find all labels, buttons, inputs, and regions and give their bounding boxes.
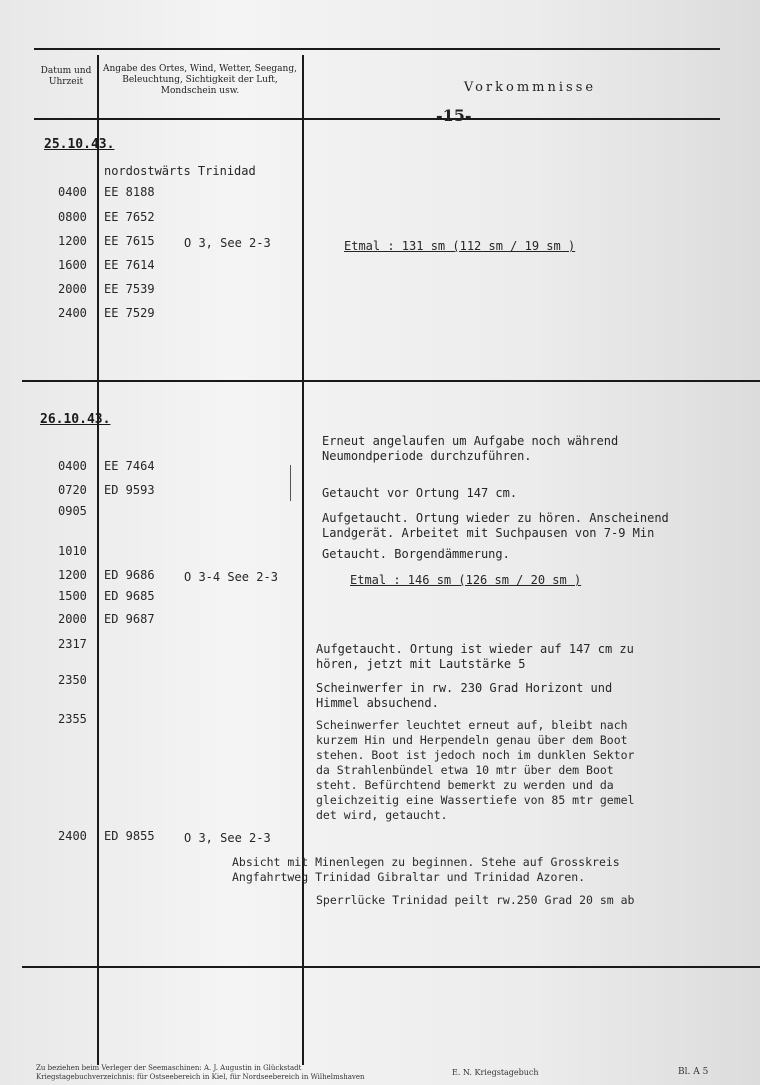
day1-time: 2000 [58,282,87,296]
day2-event-line: Aufgetaucht. Ortung ist wieder auf 147 cm zu [316,642,634,656]
top-rule [34,48,720,50]
day2-time: 0905 [58,504,87,518]
day2-etmal: Etmal : 146 sm (126 sm / 20 sm ) [350,573,582,587]
day1-position: EE 7529 [104,306,155,320]
day2-intro-line: Neumondperiode durchzuführen. [322,449,532,463]
day2-time: 1200 [58,568,87,582]
day2-event-line: Landgerät. Arbeitet mit Suchpausen von 7-9 Min [322,526,655,540]
page-number: -15- [436,106,472,125]
day2-position: ED 9685 [104,589,155,603]
day2-time: 1010 [58,544,87,558]
day2-position: EE 7464 [104,459,155,473]
day-separator [22,380,760,382]
day2-time: 2355 [58,712,87,726]
day1-date: 25.10.43. [44,137,115,152]
day2-event-line: kurzem Hin und Herpendeln genau über dem Boot [316,733,628,747]
day2-position: ED 9686 [104,568,155,582]
day2-event: Getaucht. Borgendämmerung. [322,547,510,561]
header-place-column: Angabe des Ortes, Wind, Wetter, Seegang, Beleuchtung, Sichtigkeit der Luft, Mondschein usw. [103,64,297,96]
day2-time: 0400 [58,459,87,473]
day1-position: EE 7615 [104,234,155,248]
day1-position: EE 8188 [104,185,155,199]
footer-register-line: Kriegstagebuchverzeichnis: für Ostseebereich in Kiel, für Nordseebereich in Wilhelmshaven [36,1073,365,1081]
day2-time: 2350 [58,673,87,687]
day1-position: EE 7539 [104,282,155,296]
margin-mark [290,465,291,501]
footer-reference: Bl. A 5 [678,1067,709,1077]
day2-position: ED 9593 [104,483,155,497]
day2-weather: O 3, See 2-3 [184,831,271,845]
day2-event-line: stehen. Boot ist jedoch noch im dunklen Sektor [316,748,635,762]
day2-event-line: Absicht mit Minenlegen zu beginnen. Stehe auf Grosskreis [232,855,620,869]
day1-time: 0400 [58,185,87,199]
day2-event-line: hören, jetzt mit Lautstärke 5 [316,657,526,671]
day2-event-line: Angfahrtweg Trinidad Gibraltar und Trinidad Azoren. [232,870,586,884]
day1-time: 2400 [58,306,87,320]
day1-etmal: Etmal : 131 sm (112 sm / 19 sm ) [344,239,576,253]
day1-time: 0800 [58,210,87,224]
day2-time: 2400 [58,829,87,843]
day2-event-line: da Strahlenbündel etwa 10 mtr über dem Boot [316,763,614,777]
day2-event-line: Aufgetaucht. Ortung wieder zu hören. Anscheinend [322,511,669,525]
day1-position: EE 7614 [104,258,155,272]
day1-weather: O 3, See 2-3 [184,236,271,250]
day2-event-line: Sperrlücke Trinidad peilt rw.250 Grad 20 sm ab [316,893,635,907]
day1-heading: nordostwärts Trinidad [104,164,256,178]
day2-event: Getaucht vor Ortung 147 cm. [322,486,518,500]
day2-event-line: det wird, getaucht. [316,808,448,822]
day2-position: ED 9687 [104,612,155,626]
day2-event-line: Himmel absuchend. [316,696,439,710]
header-rule [34,118,720,120]
bottom-rule [22,966,760,968]
day2-intro-line: Erneut angelaufen um Aufgabe noch während [322,434,619,448]
day2-date: 26.10.43. [40,412,111,427]
day1-position: EE 7652 [104,210,155,224]
day2-event-line: Scheinwerfer in rw. 230 Grad Horizont und [316,681,613,695]
col-divider-1 [97,55,99,1065]
day2-time: 2000 [58,612,87,626]
day2-time: 1500 [58,589,87,603]
day2-event-line: steht. Befürchtend bemerkt zu werden und da [316,778,614,792]
header-date-column: Datum und Uhrzeit [40,66,92,87]
day2-event-line: Scheinwerfer leuchtet erneut auf, bleibt nach [316,718,628,732]
col-divider-2 [302,55,304,1065]
day2-position: ED 9855 [104,829,155,843]
day2-event-line: gleichzeitig eine Wassertiefe von 85 mtr gemel [316,793,635,807]
day1-time: 1600 [58,258,87,272]
day2-time: 2317 [58,637,87,651]
header-events-column: Vorkommnisse [463,80,597,95]
day1-time: 1200 [58,234,87,248]
footer-publisher-line: Zu beziehen beim Verleger der Seemaschinen: A. J. Augustin in Glückstadt [36,1064,302,1072]
day2-weather: O 3-4 See 2-3 [184,570,278,584]
footer-code: E. N. Kriegstagebuch [452,1068,539,1077]
day2-time: 0720 [58,483,87,497]
